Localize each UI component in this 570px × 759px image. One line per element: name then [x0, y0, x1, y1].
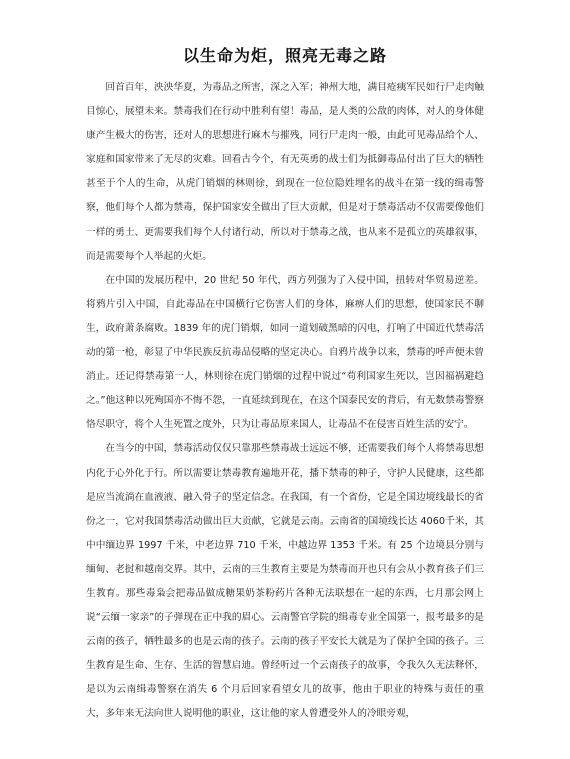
paragraph-1: 回首百年，泱泱华夏，为毒品之所害，深之入军；神州大地，满目疮痍军民如行尸走肉触目惊心，展望未来。禁毒我们在行动中胜利有望！毒品，是人类的公敌的肉体，对人的身体健康产生极大的伤害，还对人的思想进行麻木与摧残，同行尸走肉一般，由此可见毒品给个人、家庭和国家带来了无尽的灾难。回看古今个，有无英勇的战士们为抵御毒品付出了巨大的牺牲甚至于个人的生命，从虎门销烟的林则徐，到现在一位位隐姓埋名的战斗在第一线的缉毒警察，他们每个人都为禁毒，保护国家安全做出了巨大贡献，但是对于禁毒活动不仅需要像他们一样的勇士、更需要我们每个人付诸行动，所以对于禁毒之战，也从来不是孤立的英雄叙事，而是需要每个人举起的火炬。 [86, 82, 484, 262]
paragraph-3: 在当今的中国，禁毒活动仅仅只靠那些禁毒战士远远不够，还需要我们每个人将禁毒思想内化于心外化于行。所以需要让禁毒教育遍地开花，播下禁毒的种子，守护人民健康，这些都是应当流淌在血液液、融入骨子的坚定信念。在我国，有一个省份，它是全国边境线最长的省份之一，它对我国禁毒活动做出巨大贡献，它就是云南。云南省的国境线长达 4060千米，其中中缅边界 1997 千米，中老边界 710 千米，中越边界 1353 千米。有 25 个边境县分别与缅甸、老挝和越南交界。其中，云南的三生教育主要是为禁毒而开也只有会从小教育孩子们三生教育。那些毒枭会把毒品做成糖果奶茶粉药片各种无法联想在一起的东西，七月那会网上说“云缅一家亲”的子弹现在正中我的眉心。云南警官学院的缉毒专业全国第一，报考最多的是云南的孩子，牺牲最多的也是云南的孩子。云南的孩子平安长大就是为了保护全国的孩子。三生教育是生命、生存、生活的智慧启迪。曾经听过一个云南孩子的故事，令我久久无法释怀，是以为云南缉毒警察在消失 6 个月后回家看望女儿的故事，他由于职业的特殊与责任的重大，多年来无法向世人说明他的职业，这让他的家人曾遭受外人的冷眼旁观， [86, 443, 484, 720]
paragraph-2: 在中国的发展历程中，20 世纪 50 年代，西方列强为了入侵中国，扭转对华贸易逆差。将鸦片引入中国，自此毒品在中国横行它伤害人们的身体，麻痹人们的思想，使国家民不聊生，政府萧条腐败。1839 年的虎门销烟，如同一道划破黑暗的闪电，打响了中国近代禁毒活动的第一枪，彰显了中华民族反抗毒品侵略的坚定决心。自鸦片战争以来，禁毒的呼声便未曾消止。还记得禁毒第一人，林则徐在虎门销烟的过程中说过“苟利国家生死以，岂因福祸避趋之。”他这种以死殉国亦不悔不怨，一直延续到现在，在这个国泰民安的背后，有无数禁毒警察恪尽职守，将个人生死置之度外，只为让毒品原来国人，让毒品不在侵害百姓生活的安宁。 [86, 274, 484, 431]
document-title: 以生命为炬，照亮无毒之路 [182, 46, 387, 65]
